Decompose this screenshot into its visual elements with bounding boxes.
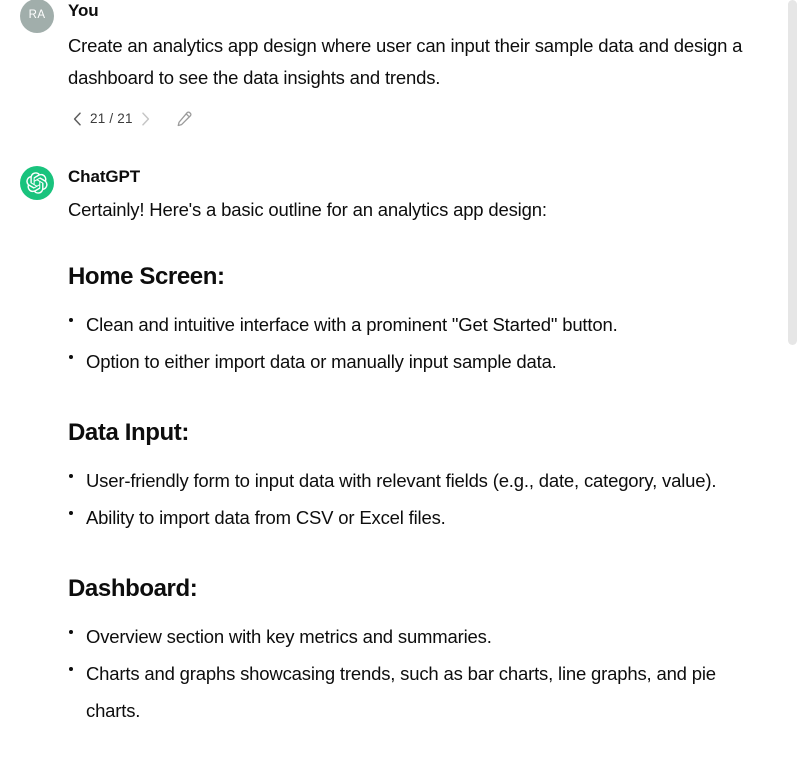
avatar-initials: RA [28, 9, 46, 22]
previous-response-button[interactable] [68, 108, 86, 130]
section-heading-dashboard: Dashboard: [68, 575, 198, 602]
list-item: Overview section with key metrics and summaries. [68, 618, 758, 655]
section-list-dashboard [68, 618, 784, 729]
section-list-home-screen [68, 306, 784, 380]
user-message [0, 0, 784, 131]
scrollbar-track[interactable] [785, 0, 800, 771]
list-item: Clean and intuitive interface with a prominent "Get Started" button. [68, 306, 758, 343]
list-item: Charts and graphs showcasing trends, such as bar charts, line graphs, and pie charts. [68, 655, 758, 729]
assistant-message [0, 166, 784, 729]
message-actions [68, 107, 784, 131]
section-heading-home-screen: Home Screen: [68, 263, 225, 290]
next-response-button[interactable] [137, 108, 155, 130]
avatar [20, 0, 54, 33]
response-page-count: 21 / 21 [90, 111, 133, 127]
user-message-text: Create an analytics app design where user can input their sample data and design a dashboard to see the data insights and trends. [68, 35, 743, 88]
message-author-name: ChatGPT [68, 167, 141, 186]
section-list-data-input [68, 462, 784, 536]
list-item: Ability to import data from CSV or Excel files. [68, 499, 758, 536]
pencil-icon [175, 110, 193, 128]
scrollbar-thumb[interactable] [788, 0, 797, 345]
section-heading-data-input: Data Input: [68, 419, 189, 446]
list-item: User-friendly form to input data with relevant fields (e.g., date, category, value). [68, 462, 758, 499]
openai-logo-icon [26, 172, 48, 194]
assistant-content [68, 196, 784, 729]
list-item: Option to either import data or manually input sample data. [68, 343, 758, 380]
edit-message-button[interactable] [171, 107, 197, 131]
assistant-lead-paragraph: Certainly! Here's a basic outline for an analytics app design: [68, 199, 547, 220]
message-author-name: You [68, 1, 99, 20]
avatar [20, 166, 54, 200]
